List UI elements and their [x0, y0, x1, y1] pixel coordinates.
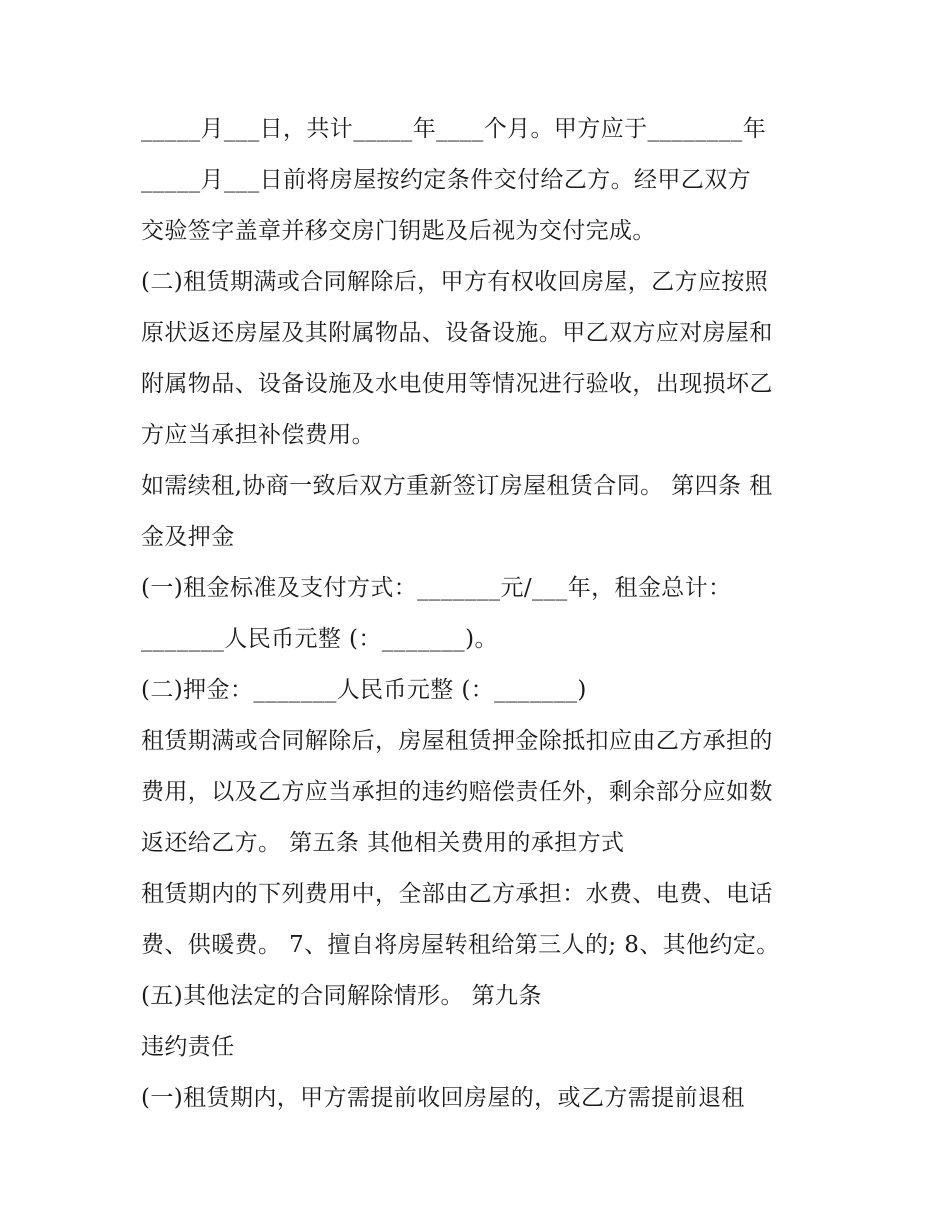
text-line: _____月___日前将房屋按约定条件交付给乙方。经甲乙双方 [141, 167, 751, 193]
text-line: (二)租赁期满或合同解除后，甲方有权收回房屋，乙方应按照 [141, 269, 769, 295]
text-line: 租赁期满或合同解除后，房屋租赁押金除抵扣应由乙方承担的 [141, 728, 773, 754]
text-line: _______人民币元整 (：_______)。 [141, 626, 498, 652]
text-line: 金及押金 [141, 524, 235, 550]
text-line: (一)租赁期内，甲方需提前收回房屋的，或乙方需提前退租 [141, 1085, 745, 1111]
text-line: 交验签字盖章并移交房门钥匙及后视为交付完成。 [141, 218, 656, 244]
text-line: 费用，以及乙方应当承担的违约赔偿责任外，剩余部分应如数 [141, 779, 773, 805]
text-line: 返还给乙方。 第五条 其他相关费用的承担方式 [141, 830, 625, 856]
text-line: 费、供暖费。 7、擅自将房屋转租给第三人的; 8、其他约定。 [141, 932, 780, 958]
text-line: 违约责任 [141, 1034, 235, 1060]
text-line: (五)其他法定的合同解除情形。 第九条 [141, 983, 542, 1009]
document-body [141, 104, 821, 1124]
text-line: 租赁期内的下列费用中，全部由乙方承担：水费、电费、电话 [141, 881, 773, 907]
text-line: 原状返还房屋及其附属物品、设备设施。甲乙双方应对房屋和 [141, 320, 773, 346]
text-line: (二)押金：_______人民币元整 (：_______) [141, 677, 587, 703]
text-line: 如需续租,协商一致后双方重新签订房屋租赁合同。 第四条 租 [141, 473, 773, 499]
text-line: 附属物品、设备设施及水电使用等情况进行验收，出现损坏乙 [141, 371, 773, 397]
text-line: _____月___日，共计_____年____个月。甲方应于________年 [141, 116, 767, 142]
text-line: 方应当承担补偿费用。 [141, 422, 375, 448]
text-line: (一)租金标准及支付方式：_______元/___年，租金总计： [141, 575, 732, 601]
